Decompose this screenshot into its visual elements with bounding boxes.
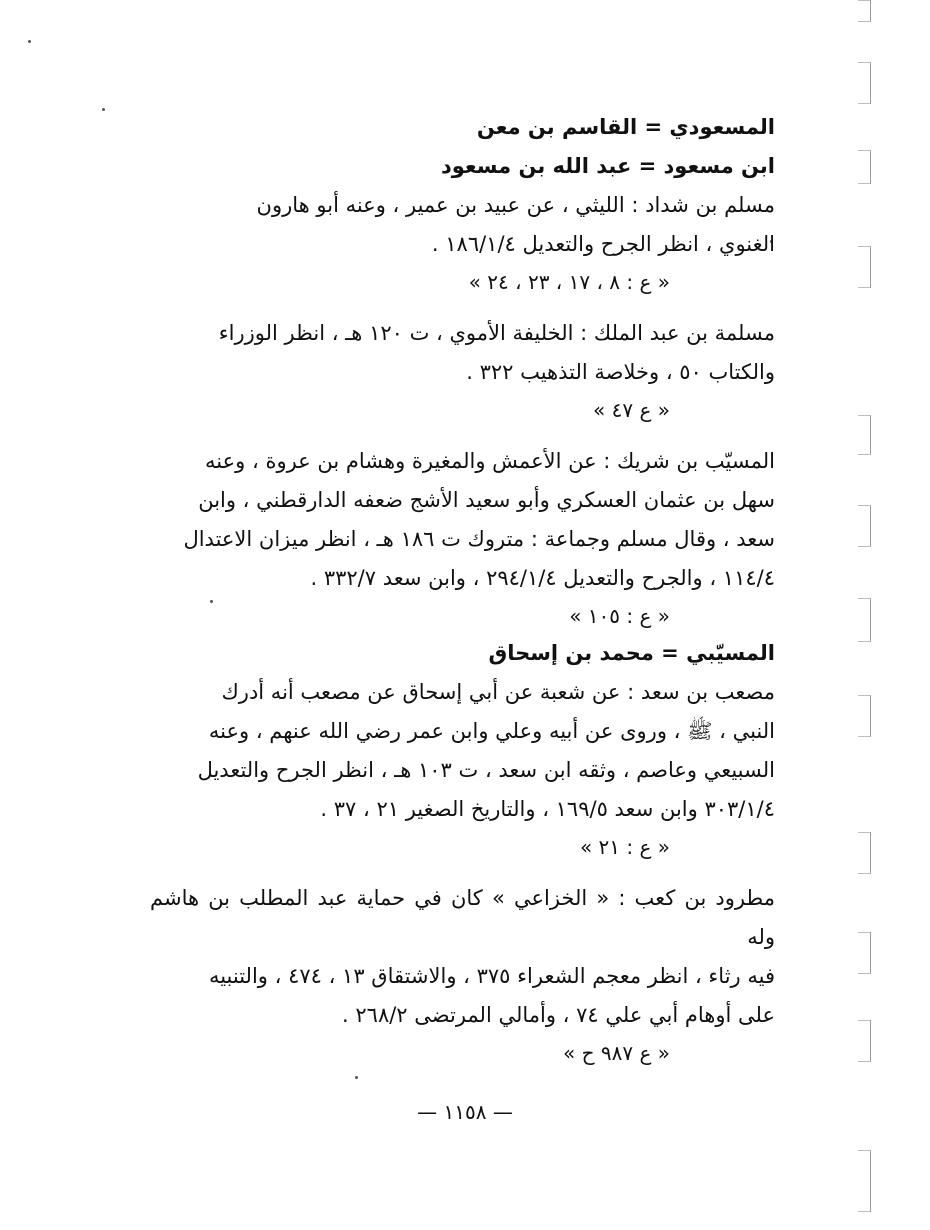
margin-mark	[858, 832, 871, 874]
margin-mark	[858, 598, 871, 642]
entry-line: سعد ، وقال مسلم وجماعة : متروك ت ١٨٦ هـ ، انظر ميزان الاعتدال	[183, 527, 775, 551]
scan-speck	[28, 40, 31, 43]
margin-mark	[858, 695, 871, 737]
entry-line: والكتاب ٥٠ ، وخلاصة التذهيب ٣٢٢ .	[466, 360, 775, 384]
biographical-index	[150, 108, 775, 1071]
entry-line: سهل بن عثمان العسكري وأبو سعيد الأشج ضعفه الدارقطني ، وابن	[198, 488, 775, 512]
margin-mark	[858, 1020, 871, 1062]
entry-line: فيه رثاء ، انظر معجم الشعراء ٣٧٥ ، والاشتقاق ١٣ ، ٤٧٤ ، والتنبيه	[208, 964, 775, 988]
entry-reference: « ع : ٢١ »	[579, 835, 670, 859]
index-entry	[150, 442, 775, 634]
entry-line: مسلمة بن عبد الملك : الخليفة الأموي ، ت ١٢٠ هـ ، انظر الوزراء	[218, 321, 775, 345]
index-entry	[150, 108, 775, 147]
index-entry	[150, 186, 775, 300]
scan-margin-marks	[858, 0, 918, 1230]
index-entry	[150, 634, 775, 673]
entry-reference: « ع ٤٧ »	[593, 398, 670, 422]
margin-mark	[858, 246, 871, 288]
entry-line: الغنوي ، انظر الجرح والتعديل ١٨٦/١/٤ .	[431, 232, 775, 256]
entry-line: مصعب بن سعد : عن شعبة عن أبي إسحاق عن مصعب أنه أدرك	[221, 680, 775, 704]
margin-mark	[858, 415, 871, 455]
index-entry	[150, 673, 775, 865]
entry-line: المسيّبي = محمد بن إسحاق	[488, 641, 775, 665]
margin-mark	[858, 0, 871, 22]
entry-line: المسيّب بن شريك : عن الأعمش والمغيرة وهشام بن عروة ، وعنه	[205, 449, 775, 473]
entry-line: ٣٠٣/١/٤ وابن سعد ١٦٩/٥ ، والتاريخ الصغير ٢١ ، ٣٧ .	[320, 797, 775, 821]
entry-line: على أوهام أبي علي ٧٤ ، وأمالي المرتضى ٢٦٨/٢ .	[342, 1003, 775, 1027]
scan-speck	[102, 108, 105, 111]
entry-reference: « ع : ١٠٥ »	[569, 604, 670, 628]
entry-reference: « ع : ٨ ، ١٧ ، ٢٣ ، ٢٤ »	[468, 270, 670, 294]
entry-line: مطرود بن كعب : « الخزاعي » كان في حماية عبد المطلب بن هاشم وله	[150, 886, 775, 949]
margin-mark	[858, 150, 871, 184]
margin-mark	[858, 62, 871, 104]
margin-mark	[858, 1150, 871, 1212]
entry-line: ابن مسعود = عبد الله بن مسعود	[440, 154, 775, 178]
entry-line: ١١٤/٤ ، والجرح والتعديل ٢٩٤/١/٤ ، وابن سعد ٣٣٢/٧ .	[310, 566, 775, 590]
margin-mark	[858, 932, 871, 974]
entry-line: مسلم بن شداد : الليثي ، عن عبيد بن عمير ، وعنه أبو هارون	[256, 193, 775, 217]
entry-line: السبيعي وعاصم ، وثقه ابن سعد ، ت ١٠٣ هـ ، انظر الجرح والتعديل	[197, 758, 775, 782]
entry-line: المسعودي = القاسم بن معن	[476, 115, 775, 139]
index-entry	[150, 879, 775, 1071]
page-number: — ١١٥٨ —	[417, 1100, 513, 1124]
scan-speck	[355, 1076, 358, 1079]
entry-line: النبي ، ﷺ ، وروى عن أبيه وعلي وابن عمر رضي الله عنهم ، وعنه	[208, 719, 775, 743]
margin-mark	[858, 505, 871, 547]
index-entry	[150, 147, 775, 186]
entry-reference: « ع ٩٨٧ ح »	[563, 1041, 670, 1065]
index-entry	[150, 314, 775, 428]
